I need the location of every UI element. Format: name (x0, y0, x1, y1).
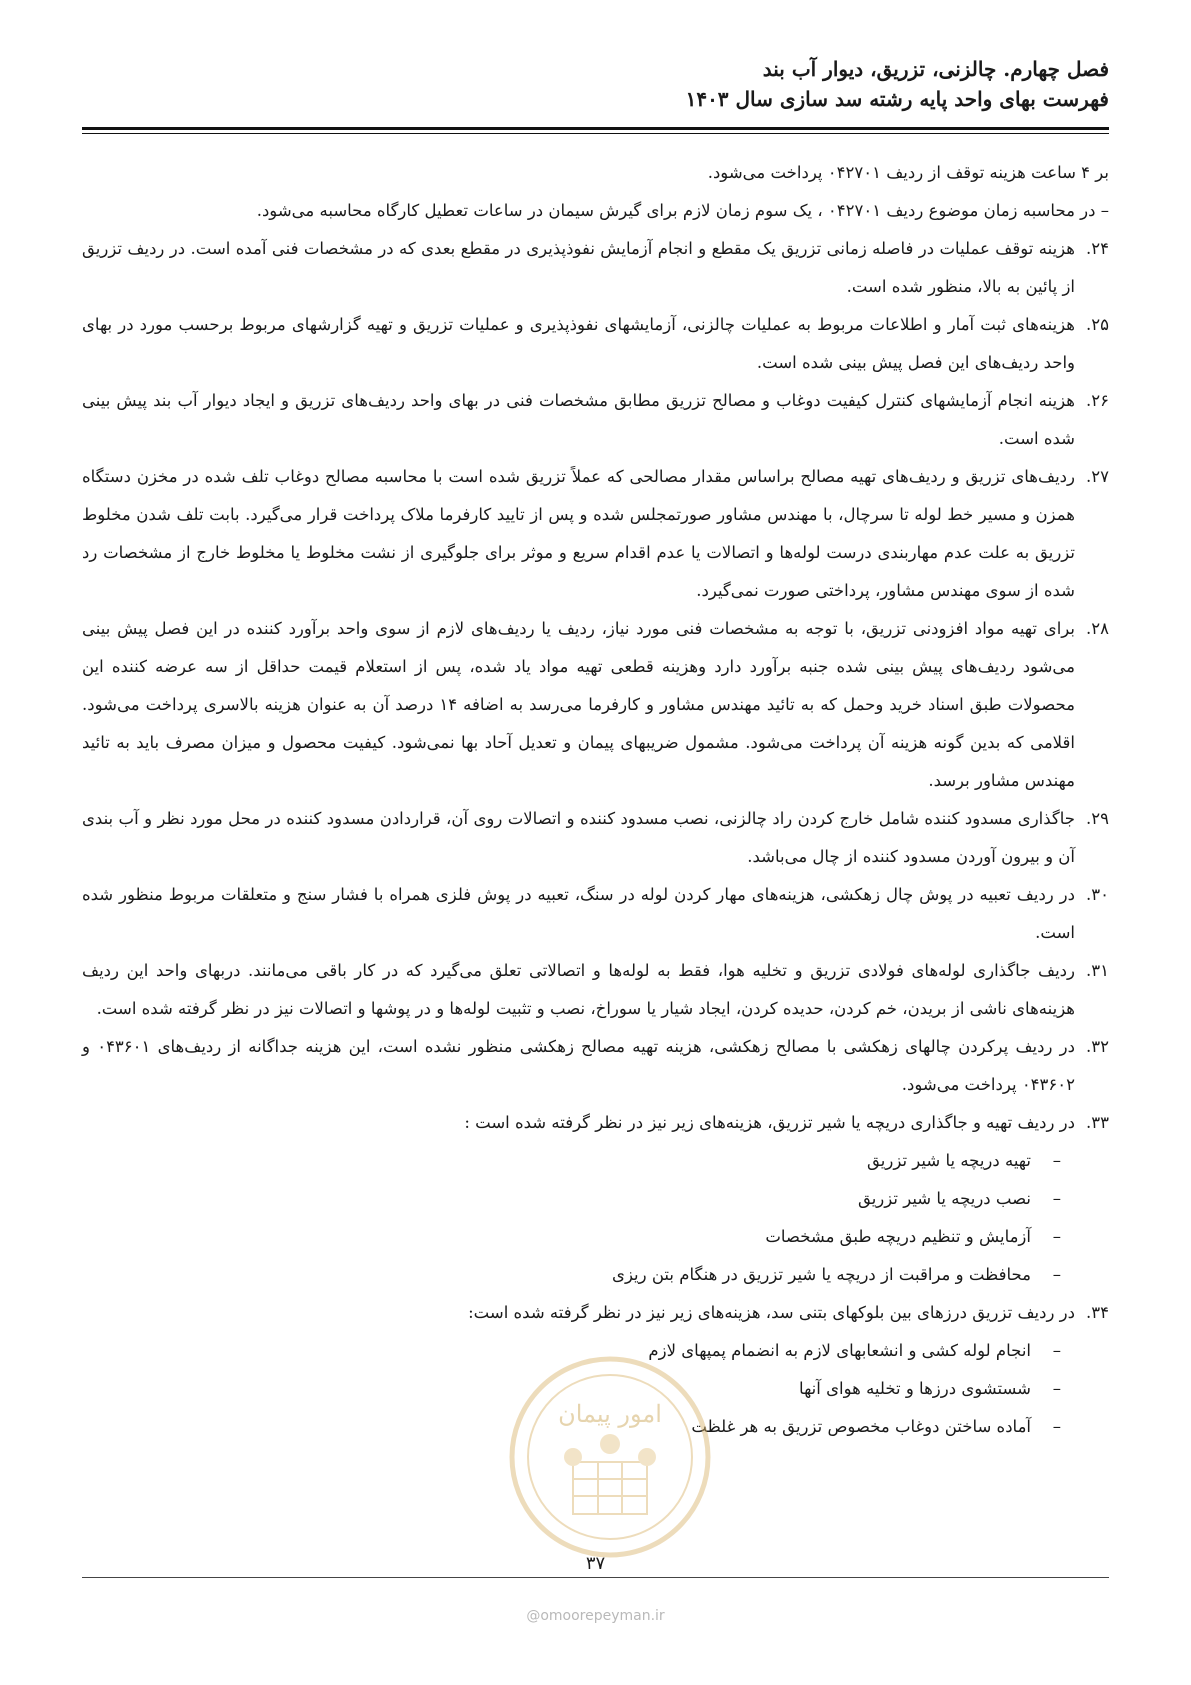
list-item-text: شستشوی درزها و تخلیه هوای آنها (799, 1379, 1031, 1398)
item-number: ۳۱. (1086, 961, 1109, 980)
bullet-list (82, 1142, 1109, 1294)
stamp-text: امور پیمان (558, 1400, 662, 1428)
list-item-text: انجام لوله کشی و انشعابهای لازم به انضمام پمپهای لازم (648, 1341, 1031, 1360)
header-rule-thick (82, 127, 1109, 130)
item-number: ۲۸. (1086, 619, 1109, 638)
numbered-item (82, 1028, 1109, 1104)
item-number: ۲۵. (1086, 315, 1109, 334)
item-text: در ردیف تهیه و جاگذاری دریچه یا شیر تزریق، هزینه‌های زیر نیز در نظر گرفته شده است : (464, 1113, 1075, 1132)
numbered-item (82, 230, 1109, 306)
item-text: در ردیف تعبیه در پوش چال زهکشی، هزینه‌های مهار کردن لوله در سنگ، تعبیه در پوش فلزی همراه با فشار سنج و متعلقات مربوط منظور شده است. (82, 885, 1075, 942)
item-text: هزینه‌های ثبت آمار و اطلاعات مربوط به عملیات چالزنی، آزمایشهای نفوذپذیری و عملیات تزریق و تهیه گزارشهای مربوط برحسب مورد در بهای واحد ردیف‌های این فصل پیش بینی شده است. (82, 315, 1075, 372)
numbered-item (82, 382, 1109, 458)
intro-paragraph: بر ۴ ساعت هزینه توقف از ردیف ۰۴۲۷۰۱ پرداخت می‌شود. (707, 163, 1109, 182)
item-number: ۳۲. (1086, 1037, 1109, 1056)
list-item-text: نصب دریچه یا شیر تزریق (857, 1189, 1031, 1208)
list-item (82, 1256, 1061, 1294)
item-number: ۳۰. (1086, 885, 1109, 904)
dash-marker: – (1052, 1151, 1061, 1170)
list-item-text: محافظت و مراقبت از دریچه یا شیر تزریق در هنگام بتن ریزی (612, 1265, 1031, 1284)
numbered-item (82, 306, 1109, 382)
list-item-text: آزمایش و تنظیم دریچه طبق مشخصات (765, 1227, 1031, 1246)
item-number: ۳۴. (1086, 1303, 1109, 1322)
intro-paragraph: – در محاسبه زمان موضوع ردیف ۰۴۲۷۰۱ ، یک سوم زمان لازم برای گیرش سیمان در ساعات تعطیل کارگاه محاسبه می‌شود. (256, 201, 1109, 220)
list-item-text: تهیه دریچه یا شیر تزریق (867, 1151, 1031, 1170)
document-title: فهرست بهای واحد پایه رشته سد سازی سال ۱۴۰۳ (685, 87, 1109, 111)
dash-marker: – (1052, 1227, 1061, 1246)
list-item (82, 1142, 1061, 1180)
numbered-item (82, 458, 1109, 610)
list-item (82, 1180, 1061, 1218)
numbered-item (82, 1104, 1109, 1142)
item-text: ردیف‌های تزریق و ردیف‌های تهیه مصالح براساس مقدار مصالحی که عملاً تزریق شده است با محاسبه مصالح دوغاب تلف شده در مخزن دستگاه همزن و مسیر خط لوله تا سرچال، با مهندس مشاور صورتمجلس شده و پس از تایید کارفرما ملاک پرداخت قرار می‌گیرد. بابت تلف شدن مخلوط تزریق به علت عدم مهاربندی درست لوله‌ها و اتصالات یا عدم اقدام سریع و موثر برای جلوگیری از نشت مخلوط یا مخلوط خارج از مشخصات رد شده از سوی مهندس مشاور، پرداختی صورت نمی‌گیرد. (82, 467, 1075, 600)
numbered-item (82, 800, 1109, 876)
item-number: ۲۹. (1086, 809, 1109, 828)
numbered-item (82, 952, 1109, 1028)
header-rule-thin (82, 133, 1109, 134)
page-header (79, 54, 1109, 114)
list-item (82, 1218, 1061, 1256)
item-number: ۳۳. (1086, 1113, 1109, 1132)
footer-rule (82, 1577, 1109, 1578)
item-text: ردیف جاگذاری لوله‌های فولادی تزریق و تخلیه هوا، فقط به لوله‌ها و اتصالاتی تعلق می‌گیرد که در کار باقی می‌مانند. دربهای واحد این ردیف هزینه‌های ناشی از بریدن، خم کردن، حدیده کردن، ایجاد شیار یا سوراخ، نصب و تثبیت لوله‌ها و در پوشها و اتصالات نیز در نظر گرفته شده است. (82, 961, 1075, 1018)
dash-marker: – (1052, 1417, 1061, 1436)
item-text: هزینه توقف عملیات در فاصله زمانی تزریق یک مقطع و انجام آزمایش نفوذپذیری در مقطع بعدی که در مشخصات فنی آمده است. در ردیف تزریق از پائین به بالا، منظور شده است. (82, 239, 1075, 296)
item-number: ۲۷. (1086, 467, 1109, 486)
item-text: در ردیف پرکردن چالهای زهکشی با مصالح زهکشی، هزینه تهیه مصالح زهکشی منظور نشده است، این هزینه جداگانه از ردیف‌های ۰۴۳۶۰۱ و ۰۴۳۶۰۲ پرداخت می‌شود. (82, 1037, 1076, 1094)
watermark-text: @omoorepeyman.ir (526, 1608, 665, 1624)
item-text: جاگذاری مسدود کننده شامل خارج کردن راد چالزنی، نصب مسدود کننده و اتصالات روی آن، قراردادن مسدود کننده در محل مورد نظر و آب بندی آن و بیرون آوردن مسدود کننده از چال می‌باشد. (82, 809, 1075, 866)
list-item-text: آماده ساختن دوغاب مخصوص تزریق به هر غلظت (691, 1417, 1031, 1436)
numbered-item (82, 1294, 1109, 1332)
item-number: ۲۶. (1086, 391, 1109, 410)
numbered-item (82, 610, 1109, 800)
numbered-item (82, 876, 1109, 952)
dash-marker: – (1052, 1341, 1061, 1360)
body-text (82, 154, 1109, 1446)
item-number: ۲۴. (1086, 239, 1109, 258)
dash-marker: – (1052, 1379, 1061, 1398)
page-number: ۳۷ (585, 1553, 606, 1574)
item-text: در ردیف تزریق درزهای بین بلوکهای بتنی سد، هزینه‌های زیر نیز در نظر گرفته شده است: (468, 1303, 1075, 1322)
chapter-title: فصل چهارم. چالزنی، تزریق، دیوار آب بند (762, 57, 1109, 81)
dash-marker: – (1052, 1189, 1061, 1208)
item-text: برای تهیه مواد افزودنی تزریق، با توجه به مشخصات فنی مورد نیاز، ردیف یا ردیف‌های لازم از سوی واحد برآورد کننده در این فصل پیش بینی می‌شود ردیف‌های پیش بینی شده جنبه برآورد دارد وهزینه قطعی تهیه مواد یاد شده، پس از استعلام قیمت حداقل از سه عرضه کننده این محصولات طبق اسناد خرید وحمل که به تائید مهندس مشاور و کارفرما می‌رسد به اضافه ۱۴ درصد آن به عنوان هزینه بالاسری پرداخت می‌شود. اقلامی که بدین گونه هزینه آن پرداخت می‌شود. مشمول ضریبهای پیمان و تعدیل آحاد بها نمی‌شود. کیفیت محصول و میزان مصرف باید به تائید مهندس مشاور برسد. (82, 619, 1076, 790)
item-text: هزینه انجام آزمایشهای کنترل کیفیت دوغاب و مصالح تزریق مطابق مشخصات فنی در بهای واحد ردیف‌های تزریق و ایجاد دیوار آب بند پیش بینی شده است. (82, 391, 1075, 448)
dash-marker: – (1052, 1265, 1061, 1284)
stamp-seal-icon (505, 1352, 715, 1562)
